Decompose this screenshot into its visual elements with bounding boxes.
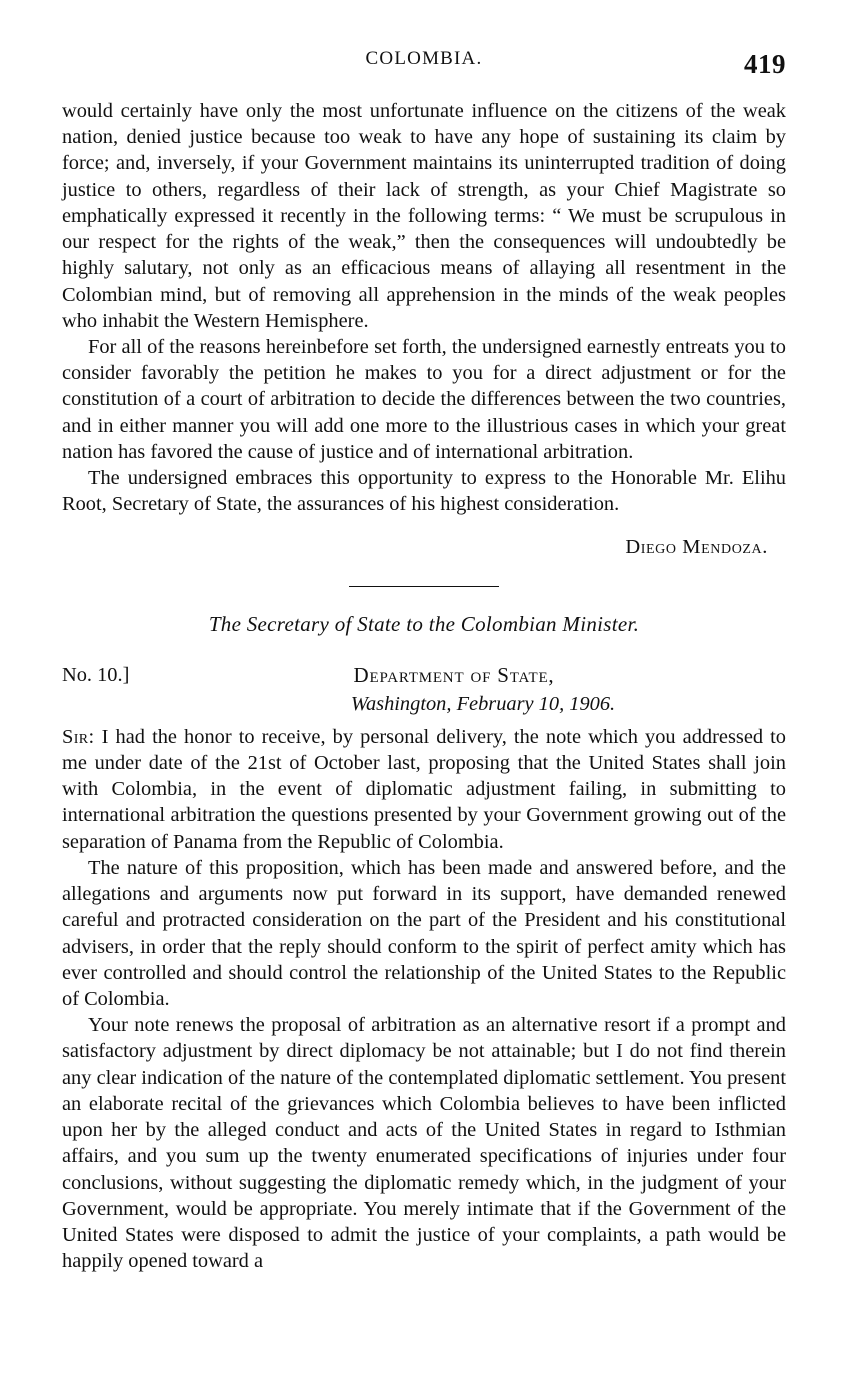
salutation: Sir:: [62, 725, 95, 748]
page-body: [62, 98, 786, 1274]
paragraph: For all of the reasons hereinbefore set forth, the undersigned earnestly entreats you to consider favorably the petition he makes to you for a direct adjustment or for the constitution of a court of arbitration to decide the differences between the two countries, and in either manner you will add one more to the illustrious cases in which your great nation has favored the cause of justice and of international arbitration.: [62, 335, 786, 463]
letter-one-body: [62, 98, 786, 518]
paragraph-text: I had the honor to receive, by personal delivery, the note which you addressed to me under date of the 21st of October last, proposing that the United States shall join with Colombia, in the event of diplomatic adjustment failing, in submitting to international arbitration the questions presented by your Government growing out of the separation of Panama from the Republic of Colombia.: [62, 725, 786, 853]
paragraph: Your note renews the proposal of arbitration as an alternative resort if a prompt and satisfactory adjustment by direct diplomacy be not attainable; but I do not find therein any clear indication of the nature of the contemplated diplomatic settlement. You present an elaborate recital of the grievances which Colombia believes to have been inflicted upon her by the alleged conduct and acts of the United States in regard to Isthmian affairs, and you sum up the twenty enumerated specifications of injuries under four conclusions, without suggesting the diplomatic remedy which, in the judgment of your Government, would be appropriate. You merely intimate that if the Government of the United States were disposed to admit the justice of your complaints, a path would be happily opened toward a: [62, 1014, 786, 1273]
running-title: COLOMBIA.: [365, 48, 483, 69]
letter-two-body: [62, 724, 786, 1275]
signature: Diego Mendoza.: [625, 535, 768, 558]
section-title: The Secretary of State to the Colombian Minister.: [208, 611, 640, 636]
document-number: No. 10.]: [62, 663, 130, 686]
running-head: [62, 48, 786, 82]
paragraph: would certainly have only the most unfortunate influence on the citizens of the weak nation, denied justice because too weak to have any hope of sustaining its claim by force; and, inversely, if your Government maintains its uninterrupted tradition of doing justice to others, regardless of their lack of strength, as your Chief Magistrate so emphatically expressed it recently in the following terms: “ We must be scrupulous in our respect for the rights of the weak,” then the consequences will undoubtedly be highly salutary, not only as an efficacious means of allaying all resentment in the Colombian mind, but of removing all apprehension in the minds of the weak peoples who inhabit the Western Hemisphere.: [62, 100, 786, 332]
page-number: 419: [744, 49, 786, 79]
paragraph-with-salutation: [62, 724, 786, 855]
letter-heading: [62, 662, 786, 720]
paragraph: The undersigned embraces this opportunity to express to the Honorable Mr. Elihu Root, Secretary of State, the assurances of his highest consideration.: [62, 467, 786, 516]
department-line: Department of State,: [353, 662, 555, 687]
section-divider: [349, 586, 499, 587]
place-date-line: Washington, February 10, 1906.: [350, 692, 616, 715]
paragraph: The nature of this proposition, which has been made and answered before, and the allegations and arguments now put forward in its support, have demanded renewed careful and protracted consideration on the part of the President and his constitutional advisers, in order that the reply should conform to the spirit of perfect amity which has ever controlled and should control the relationship of the United States to the Republic of Colombia.: [62, 856, 786, 1010]
